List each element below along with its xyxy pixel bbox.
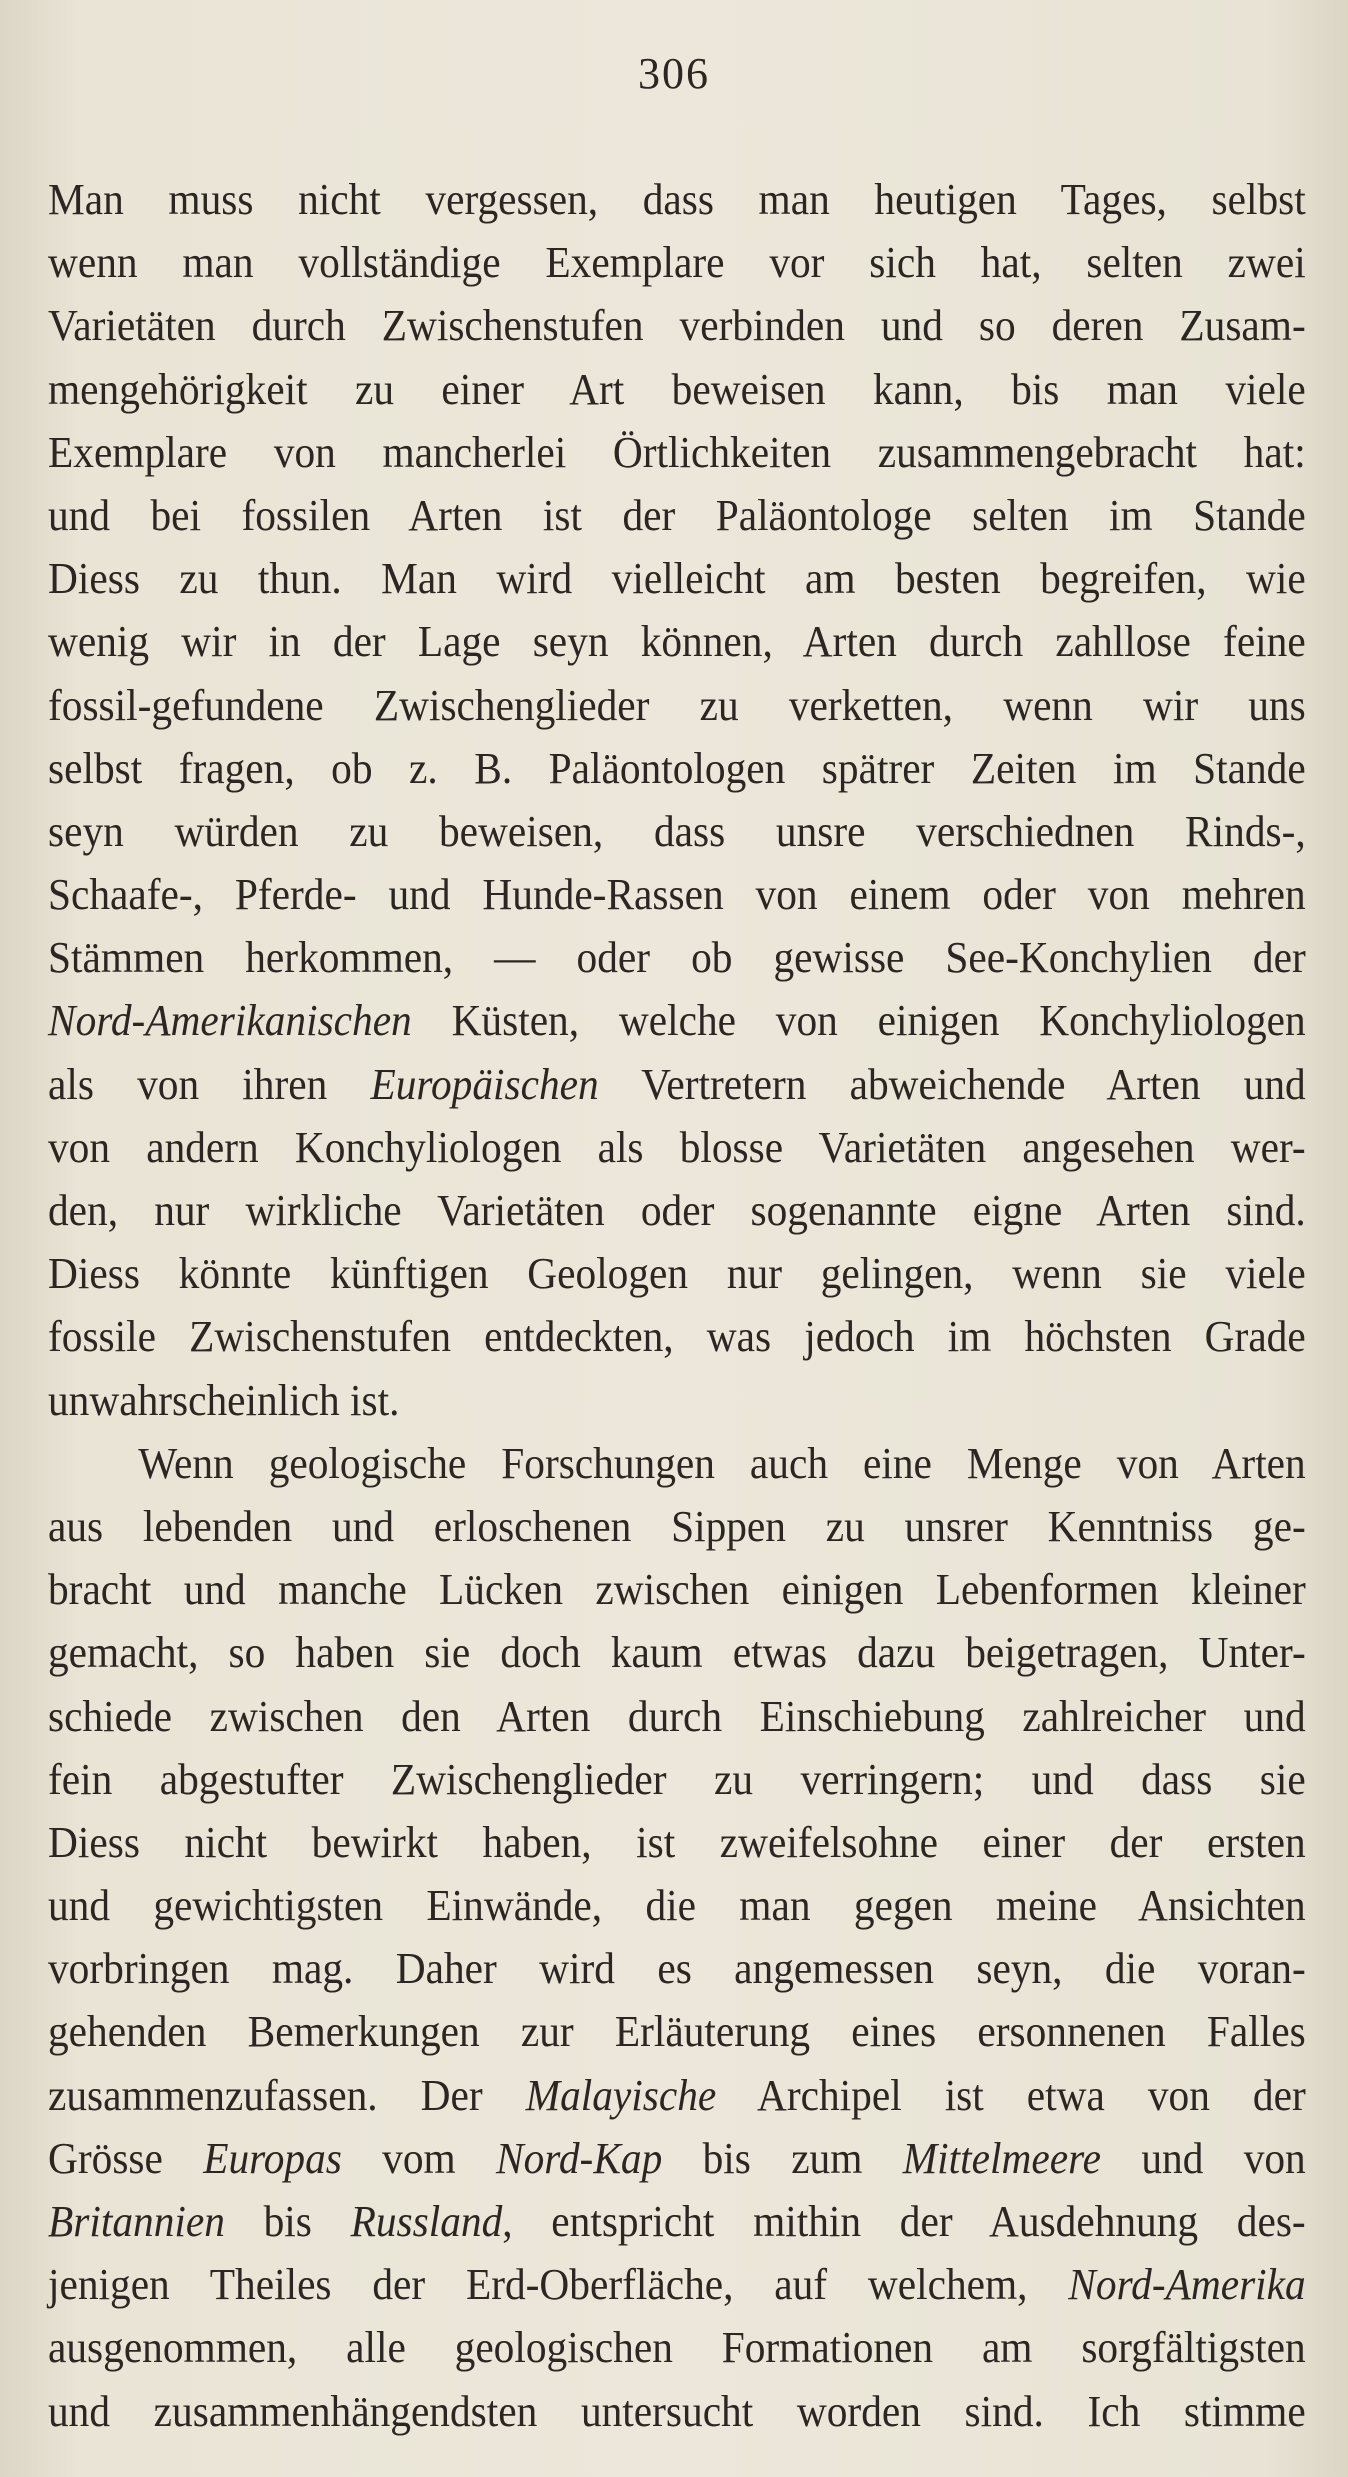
text-line	[48, 2380, 1306, 2443]
body-text	[48, 168, 1306, 2443]
text-line	[48, 2000, 1306, 2063]
italic-segment: Nord-Amerikanischen	[48, 996, 412, 1046]
text-line	[48, 1305, 1306, 1368]
text-segment: Man muss nicht vergessen, dass man heutigen Tages, selbst	[48, 175, 1306, 224]
text-segment: vom	[341, 2133, 497, 2183]
text-line	[48, 1432, 1306, 1495]
italic-segment: Europas	[203, 2133, 342, 2183]
text-line	[48, 2190, 1306, 2253]
text-segment: ausgenommen, alle geologischen Formationen am sorgfältigsten	[48, 2323, 1306, 2373]
text-line	[48, 1811, 1306, 1874]
text-segment: Vertretern abweichende Arten und	[598, 1059, 1306, 1109]
text-line	[48, 1495, 1306, 1558]
text-line	[48, 547, 1306, 610]
text-segment: gehenden Bemerkungen zur Erläuterung eines ersonnenen Falles	[48, 2007, 1306, 2057]
text-line	[48, 1369, 1306, 1432]
text-segment: wenn man vollständige Exemplare vor sich hat, selten zwei	[48, 238, 1306, 288]
italic-segment: Nord-Kap	[496, 2133, 663, 2183]
text-segment: Diess nicht bewirkt haben, ist zweifelsohne einer der ersten	[48, 1817, 1306, 1867]
italic-segment: Nord-Amerika	[1068, 2260, 1306, 2310]
text-segment: fossil-gefundene Zwischenglieder zu verketten, wenn wir uns	[48, 680, 1306, 730]
italic-segment: Mittelmeere	[902, 2133, 1102, 2183]
text-line	[48, 2253, 1306, 2316]
text-segment: Exemplare von mancherlei Örtlichkeiten zusammengebracht hat:	[48, 427, 1306, 477]
text-line	[48, 1179, 1306, 1242]
italic-segment: Britannien	[48, 2197, 225, 2246]
text-segment: gemacht, so haben sie doch kaum etwas dazu beigetragen, Unter-	[48, 1628, 1306, 1678]
text-segment: Küsten, welche von einigen Konchyliologen	[411, 996, 1306, 1046]
text-line	[48, 1748, 1306, 1811]
text-line	[48, 737, 1306, 800]
text-line	[48, 1053, 1306, 1116]
text-line	[48, 1558, 1306, 1621]
text-segment: Archipel ist etwa von der	[716, 2070, 1306, 2120]
text-segment: den, nur wirkliche Varietäten oder sogenannte eigne Arten sind.	[48, 1186, 1306, 1235]
text-segment: bis zum	[662, 2133, 903, 2183]
text-segment: und bei fossilen Arten ist der Paläontologe selten im Stande	[48, 490, 1306, 540]
text-segment: mengehörigkeit zu einer Art beweisen kann, bis man viele	[48, 364, 1306, 414]
text-segment: Varietäten durch Zwischenstufen verbinden und so deren Zusam-	[48, 301, 1306, 351]
text-segment: und zusammenhängendsten untersucht worden sind. Ich stimme	[48, 2386, 1306, 2436]
text-segment: schiede zwischen den Arten durch Einschiebung zahlreicher und	[48, 1691, 1306, 1741]
text-segment: fein abgestufter Zwischenglieder zu verringern; und dass sie	[48, 1754, 1306, 1804]
text-line	[48, 1874, 1306, 1937]
text-segment: und von	[1101, 2133, 1306, 2183]
text-segment: , entspricht mithin der Ausdehnung des-	[502, 2197, 1306, 2246]
text-segment: Diess könnte künftigen Geologen nur gelingen, wenn sie viele	[48, 1249, 1306, 1299]
text-segment: fossile Zwischenstufen entdeckten, was jedoch im höchsten Grade	[48, 1312, 1306, 1362]
text-line	[48, 421, 1306, 484]
text-segment: Wenn geologische Forschungen auch eine Menge von Arten	[138, 1438, 1306, 1488]
text-segment: zusammenzufassen. Der	[48, 2070, 526, 2120]
text-line	[48, 1685, 1306, 1748]
text-line	[48, 2316, 1306, 2379]
text-line	[48, 294, 1306, 357]
text-segment: vorbringen mag. Daher wird es angemessen seyn, die voran-	[48, 1944, 1306, 1994]
text-line	[48, 926, 1306, 989]
text-line	[48, 358, 1306, 421]
text-segment: aus lebenden und erloschenen Sippen zu unsrer Kenntniss ge-	[48, 1501, 1306, 1551]
italic-segment: Malayische	[525, 2070, 717, 2120]
text-segment: Stämmen herkommen, — oder ob gewisse See-Konchylien der	[48, 933, 1306, 983]
text-line	[48, 2064, 1306, 2127]
text-segment: Grösse	[48, 2133, 204, 2183]
text-segment: jenigen Theiles der Erd-Oberfläche, auf welchem,	[48, 2260, 1069, 2310]
text-segment: von andern Konchyliologen als blosse Varietäten angesehen wer-	[48, 1122, 1306, 1172]
text-line	[48, 863, 1306, 926]
text-line	[48, 484, 1306, 547]
text-line	[48, 610, 1306, 673]
text-line	[48, 231, 1306, 294]
text-line	[48, 1937, 1306, 2000]
text-line	[48, 989, 1306, 1052]
text-segment: bis	[224, 2197, 351, 2246]
text-line	[48, 674, 1306, 737]
page-number: 306	[638, 49, 710, 98]
text-segment: und gewichtigsten Einwände, die man gegen meine Ansichten	[48, 1881, 1306, 1931]
italic-segment: Europäischen	[370, 1059, 599, 1109]
text-line	[48, 1116, 1306, 1179]
text-line	[48, 1242, 1306, 1305]
text-segment: Diess zu thun. Man wird vielleicht am besten begreifen, wie	[48, 554, 1306, 604]
text-segment: Schaafe-, Pferde- und Hunde-Rassen von einem oder von mehren	[48, 870, 1306, 920]
text-line	[48, 168, 1306, 231]
text-segment: wenig wir in der Lage seyn können, Arten durch zahllose feine	[48, 617, 1306, 667]
text-line	[48, 2127, 1306, 2190]
text-segment: als von ihren	[48, 1059, 371, 1109]
text-segment: selbst fragen, ob z. B. Paläontologen spätrer Zeiten im Stande	[48, 743, 1306, 793]
text-segment: unwahrscheinlich ist.	[48, 1375, 400, 1425]
text-line	[48, 800, 1306, 863]
text-segment: bracht und manche Lücken zwischen einigen Lebenformen kleiner	[48, 1565, 1306, 1615]
text-segment: seyn würden zu beweisen, dass unsre verschiednen Rinds-,	[48, 806, 1306, 856]
italic-segment: Russland	[350, 2197, 503, 2246]
text-line	[48, 1621, 1306, 1684]
